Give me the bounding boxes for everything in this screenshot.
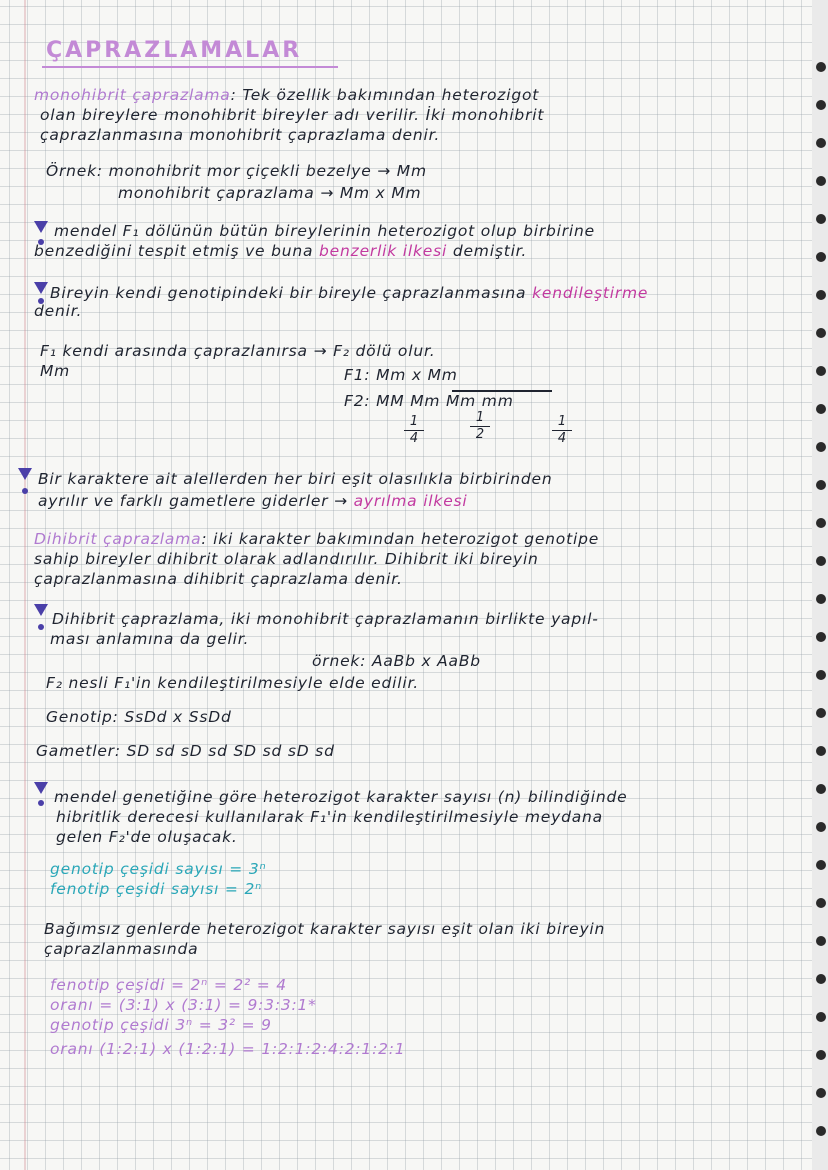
note-line-7: benzediğini tespit etmiş ve buna benzerlik ilkesi demiştir. [34,242,528,260]
note-line-14: Bir karaktere ait alellerden her biri eşit olasılıkla birbirinden [38,470,553,488]
binding-hole [816,860,826,870]
note-line-12: F1: Mm x Mm [344,366,458,384]
bullet-icon [34,221,48,233]
page-title: ÇAPRAZLAMALAR [46,38,303,63]
note-line-29: fenotip çeşidi sayısı = 2ⁿ [50,880,263,898]
binding-hole [816,1050,826,1060]
binding-hole [816,632,826,642]
fraction: $\frac{1}{4}$ [404,414,424,447]
bullet-icon [18,468,32,480]
title-underline [42,66,338,68]
note-line-21: örnek: AaBb x AaBb [312,652,481,670]
binding-hole [816,936,826,946]
binding-hole [816,62,826,72]
binding-hole [816,1088,826,1098]
binding-hole [816,328,826,338]
note-line-17: sahip bireyler dihibrit olarak adlandırılır. Dihibrit iki bireyin [34,550,539,568]
note-line-33: oranı = (3:1) x (3:1) = 9:3:3:1* [50,996,317,1014]
dot-icon [38,624,44,630]
note-line-13: F2: MM Mm Mm mm [344,392,514,410]
note-line-15: ayrılır ve farklı gametlere giderler → ayrılma ilkesi [38,492,468,510]
note-line-5: monohibrit çaprazlama → Mm x Mm [118,184,422,202]
margin-line [24,0,26,1170]
binding-hole [816,138,826,148]
dot-icon [22,488,28,494]
binding-hole [816,594,826,604]
bullet-icon [34,604,48,616]
note-line-8: Bireyin kendi genotipindeki bir bireyle çaprazlanmasına kendileştirme [50,284,649,302]
note-line-35: oranı (1:2:1) x (1:2:1) = 1:2:1:2:4:2:1:2:1 [50,1040,406,1058]
note-line-23: Genotip: SsDd x SsDd [46,708,232,726]
note-line-2: olan bireylere monohibrit bireyler adı verilir. İki monohibrit [40,106,545,124]
note-line-27: gelen F₂'de oluşacak. [56,828,238,846]
binding-hole [816,176,826,186]
note-line-4: Örnek: monohibrit mor çiçekli bezelye → Mm [46,162,427,180]
bullet-icon [34,782,48,794]
fraction: $\frac{1}{4}$ [552,414,572,447]
binding-hole [816,214,826,224]
note-line-30: Bağımsız genlerde heterozigot karakter sayısı eşit olan iki bireyin [44,920,606,938]
note-line-32: fenotip çeşidi = 2ⁿ = 2² = 4 [50,976,287,994]
bullet-icon [34,282,48,294]
note-line-1: monohibrit çaprazlama: Tek özellik bakımından heterozigot [34,86,540,104]
binding-hole [816,556,826,566]
fraction: $\frac{1}{2}$ [470,410,490,443]
binding-hole [816,1126,826,1136]
note-line-9: denir. [34,302,83,320]
binding-hole [816,1012,826,1022]
dot-icon [38,800,44,806]
binding-hole [816,404,826,414]
binding-hole [816,974,826,984]
binding-hole [816,442,826,452]
binding-hole [816,670,826,680]
spiral-binding [812,0,828,1170]
note-line-19: Dihibrit çaprazlama, iki monohibrit çaprazlamanın birlikte yapıl- [52,610,599,628]
binding-hole [816,480,826,490]
note-line-18: çaprazlanmasına dihibrit çaprazlama denir. [34,570,403,588]
note-line-6: mendel F₁ dölünün bütün bireylerinin heterozigot olup birbirine [54,222,595,240]
note-line-16: Dihibrit çaprazlama: iki karakter bakımından heterozigot genotipe [34,530,600,548]
bracket-line [452,390,552,392]
note-line-22: F₂ nesli F₁'in kendileştirilmesiyle elde edilir. [46,674,419,692]
binding-hole [816,784,826,794]
binding-hole [816,898,826,908]
binding-hole [816,252,826,262]
note-line-34: genotip çeşidi 3ⁿ = 3² = 9 [50,1016,272,1034]
note-line-11: Mm [40,362,71,380]
binding-hole [816,290,826,300]
binding-hole [816,518,826,528]
binding-hole [816,366,826,376]
note-line-24: Gametler: SD sd sD sd SD sd sD sd [36,742,335,760]
note-line-3: çaprazlanmasına monohibrit çaprazlama denir. [40,126,441,144]
note-line-20: ması anlamına da gelir. [50,630,250,648]
binding-hole [816,708,826,718]
binding-hole [816,746,826,756]
note-line-25: mendel genetiğine göre heterozigot karakter sayısı (n) bilindiğinde [54,788,628,806]
binding-hole [816,822,826,832]
binding-hole [816,100,826,110]
note-line-10: F₁ kendi arasında çaprazlanırsa → F₂ dölü olur. [40,342,436,360]
note-line-31: çaprazlanmasında [44,940,199,958]
note-line-26: hibritlik derecesi kullanılarak F₁'in kendileştirilmesiyle meydana [56,808,603,826]
note-line-28: genotip çeşidi sayısı = 3ⁿ [50,860,267,878]
